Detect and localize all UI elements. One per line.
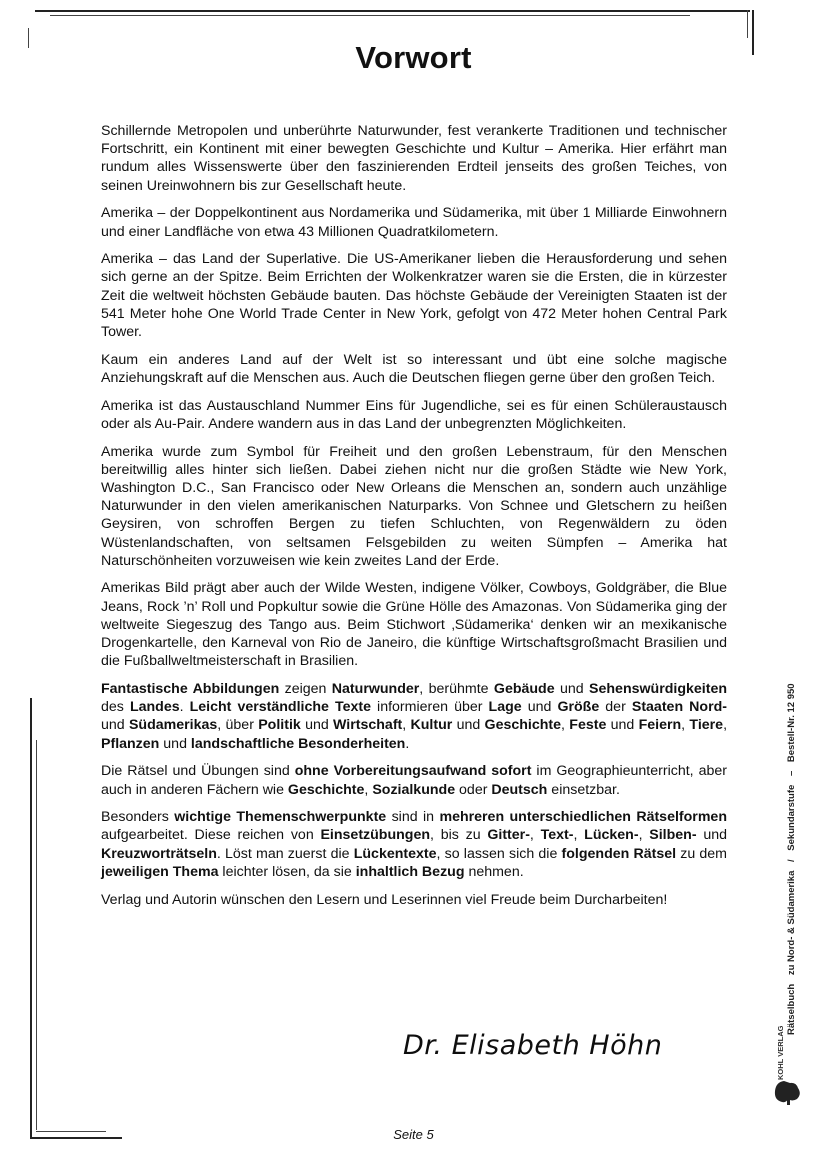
paragraph	[101, 443, 727, 570]
text-run: , berühmte	[419, 680, 494, 697]
sidebar-book-label: Rätselbuch	[786, 983, 797, 1035]
text-run: ,	[573, 827, 585, 844]
bold-text: Gitter-	[487, 827, 530, 844]
frame-line-left-inner	[36, 740, 37, 1130]
bold-text: Feiern	[638, 717, 682, 734]
text-run: informieren über	[370, 699, 489, 716]
paragraph	[101, 397, 727, 433]
bold-text: Lage	[488, 699, 522, 716]
text-run: Verlag und Autorin wünschen den Lesern und Leserinnen viel Freude beim Durcharbeiten!	[101, 891, 668, 908]
sidebar-subtitle: zu Nord- & Südamerika	[786, 870, 797, 976]
bold-text: folgenden Rätsel	[561, 845, 677, 862]
text-run: aufgearbeitet. Diese reichen von	[101, 827, 321, 844]
text-run: und	[159, 735, 191, 752]
author-signature: Dr. Elisabeth Höhn	[403, 1030, 663, 1061]
bold-text: Lücken-	[584, 827, 639, 844]
text-run: Die Rätsel und Übungen sind	[101, 763, 295, 780]
bold-text: Sozialkunde	[372, 781, 456, 798]
text-run: Amerika wurde zum Symbol für Freiheit und den großen Lebenstraum, für den Menschen bereitwillig alles hinter sich ließen. Dabei ziehen nicht nur die großen Städte wie New York, Washington D.C., San Francisco oder New Orleans die Menschen an, sondern auch unzählige Naturwunder in den vielen amerikanischen Naturparks. Von Schnee und Gletschern zu heißen Geysiren, von schroffen Bergen zu tiefen Schluchten, von Regenwäldern zu öden Wüstenlandschaften, von seltsamen Felsgebilden zu weiten Sümpfen – Amerika hat Naturschönheiten vorzuweisen wie kein zweites Land der Erde.	[101, 443, 727, 569]
bold-text: Feste	[569, 717, 607, 734]
text-run: ,	[723, 717, 728, 734]
publisher-logo-text: KOHL VERLAG	[776, 1025, 785, 1080]
bold-text: Fantastische Abbildungen	[101, 680, 280, 697]
text-run: nehmen.	[464, 863, 524, 880]
text-run: Amerikas Bild prägt aber auch der Wilde Westen, indigene Völker, Cowboys, Goldgräber, die Blue Jeans, Rock ’n’ Roll und Popkultur sowie die Grüne Hölle des Amazonas. Von Südamerika ging der weltweite Siegeszug des Tango aus. Beim Stichwort ‚Südamerika‘ denken wir an mexikanische Drogenkartelle, den Karneval von Rio de Janeiro, die künftige Wirtschaftsgroßmacht Brasilien und die Fußballweltmeisterschaft in Brasilien.	[101, 580, 727, 670]
bold-text: Deutsch	[491, 781, 548, 798]
sidebar-dash: –	[786, 770, 797, 777]
bold-text: Kultur	[410, 717, 453, 734]
sidebar-level: Sekundarstufe	[786, 784, 797, 851]
text-run: .	[405, 735, 410, 752]
text-run: des	[101, 699, 130, 716]
bold-text: Naturwunder	[331, 680, 420, 697]
text-run: im Geographieunterricht, aber auch in anderen Fächern wie	[101, 763, 727, 798]
frame-line-left	[30, 698, 32, 1138]
bold-text: Politik	[258, 717, 301, 734]
text-run: . Löst man zuerst die	[216, 845, 354, 862]
text-run: ,	[681, 717, 690, 734]
text-run: oder	[455, 781, 492, 798]
frame-line-top-inner	[50, 15, 690, 16]
bold-text: inhaltlich Bezug	[355, 863, 465, 880]
bold-text: Größe	[557, 699, 600, 716]
text-run: und	[521, 699, 558, 716]
bold-text: Geschichte	[484, 717, 562, 734]
text-run: und	[300, 717, 334, 734]
paragraph	[101, 351, 727, 387]
text-run: Amerika ist das Austauschland Nummer Eins für Jugendliche, sei es für einen Schüleraustausch oder als Au-Pair. Andere wandern aus in das Land der unbegrenzten Möglichkeiten.	[101, 397, 727, 432]
bold-text: Staaten Nord-	[631, 699, 727, 716]
paragraph	[101, 250, 727, 341]
text-run: , über	[217, 717, 259, 734]
paragraph	[101, 680, 727, 753]
text-run: der	[599, 699, 632, 716]
bold-text: jeweiligen Thema	[101, 863, 219, 880]
text-run: zeigen	[279, 680, 332, 697]
bold-text: Tiere	[689, 717, 724, 734]
bold-text: Südamerikas	[128, 717, 218, 734]
bold-text: Gebäude	[493, 680, 555, 697]
sidebar-book-info	[782, 655, 800, 1035]
text-run: ,	[638, 827, 650, 844]
text-run: Besonders	[101, 809, 175, 826]
text-run: leichter lösen, da sie	[218, 863, 356, 880]
bold-text: Einsetzübungen	[320, 827, 431, 844]
text-run: Amerika – der Doppelkontinent aus Nordamerika und Südamerika, mit über 1 Milliarde Einwohnern und einer Landfläche von etwa 43 Millionen Quadratkilometern.	[101, 205, 727, 240]
sidebar-separator: /	[786, 859, 797, 862]
paragraph	[101, 204, 727, 240]
bold-text: mehreren unterschiedlichen Rätselformen	[439, 809, 727, 826]
paragraph	[101, 122, 727, 195]
text-run: ,	[529, 827, 541, 844]
bold-text: Kreuzworträtseln	[101, 845, 217, 862]
text-run: .	[179, 699, 190, 716]
bold-text: Sehenswürdigkeiten	[589, 680, 727, 697]
body-text	[101, 122, 727, 918]
text-run: , so lassen sich die	[436, 845, 562, 862]
text-run: Amerika – das Land der Superlative. Die US-Amerikaner lieben die Herausforderung und sehen sich gerne an der Spitze. Beim Errichten der Wolkenkratzer waren sie die Ersten, die in kürzester Zeit die weltweit höchsten Gebäude bauten. Das höchste Gebäude der Vereinigten Staaten ist der 541 Meter hohe One World Trade Center in New York, gefolgt von 472 Meter hohen Central Park Tower.	[101, 251, 727, 341]
bold-text: Landes	[129, 699, 180, 716]
frame-line-right-inner	[747, 10, 748, 38]
bold-text: Lückentexte	[353, 845, 437, 862]
text-run: ,	[402, 717, 411, 734]
text-run: und	[101, 717, 129, 734]
page-title: Vorwort	[355, 40, 472, 75]
text-run: , bis zu	[430, 827, 488, 844]
text-run: ,	[364, 781, 373, 798]
bold-text: Text-	[540, 827, 574, 844]
text-run: sind in	[386, 809, 440, 826]
paragraph	[101, 762, 727, 798]
text-run: Kaum ein anderes Land auf der Welt ist so interessant und übt eine solche magische Anziehungskraft auf die Menschen aus. Auch die Deutschen fliegen gerne über den großen Teich.	[101, 351, 727, 386]
bold-text: Geschichte	[287, 781, 365, 798]
text-run: ,	[561, 717, 570, 734]
text-run: und	[554, 680, 590, 697]
bold-text: landschaftliche Besonderheiten	[190, 735, 406, 752]
bold-text: Silben-	[649, 827, 697, 844]
bold-text: Leicht verständliche Texte	[189, 699, 371, 716]
sidebar-order-number: Bestell-Nr. 12 950	[786, 683, 797, 763]
paragraph	[101, 808, 727, 881]
text-run: und	[606, 717, 639, 734]
text-run: einsetzbar.	[547, 781, 620, 798]
page-number: Seite 5	[393, 1127, 434, 1142]
text-run: Schillernde Metropolen und unberührte Naturwunder, fest verankerte Traditionen und technischer Fortschritt, ein Kontinent mit einer bewegten Geschichte und Kultur – Amerika. Hier erfährt man rundum alles Wissenswerte über den faszinierenden Erdteil jenseits des großen Teiches, von seinen Ureinwohnern bis zur Gesellschaft heute.	[101, 123, 727, 194]
text-run: und	[696, 827, 728, 844]
bold-text: Pflanzen	[101, 735, 160, 752]
bold-text: Wirtschaft	[333, 717, 403, 734]
paragraph	[101, 891, 727, 909]
paragraph	[101, 579, 727, 670]
bold-text: wichtige Themenschwerpunkte	[174, 809, 387, 826]
frame-line-top	[35, 10, 750, 12]
text-run: und	[452, 717, 485, 734]
text-run: zu dem	[676, 845, 728, 862]
bold-text: ohne Vorbereitungsaufwand sofort	[294, 763, 532, 780]
